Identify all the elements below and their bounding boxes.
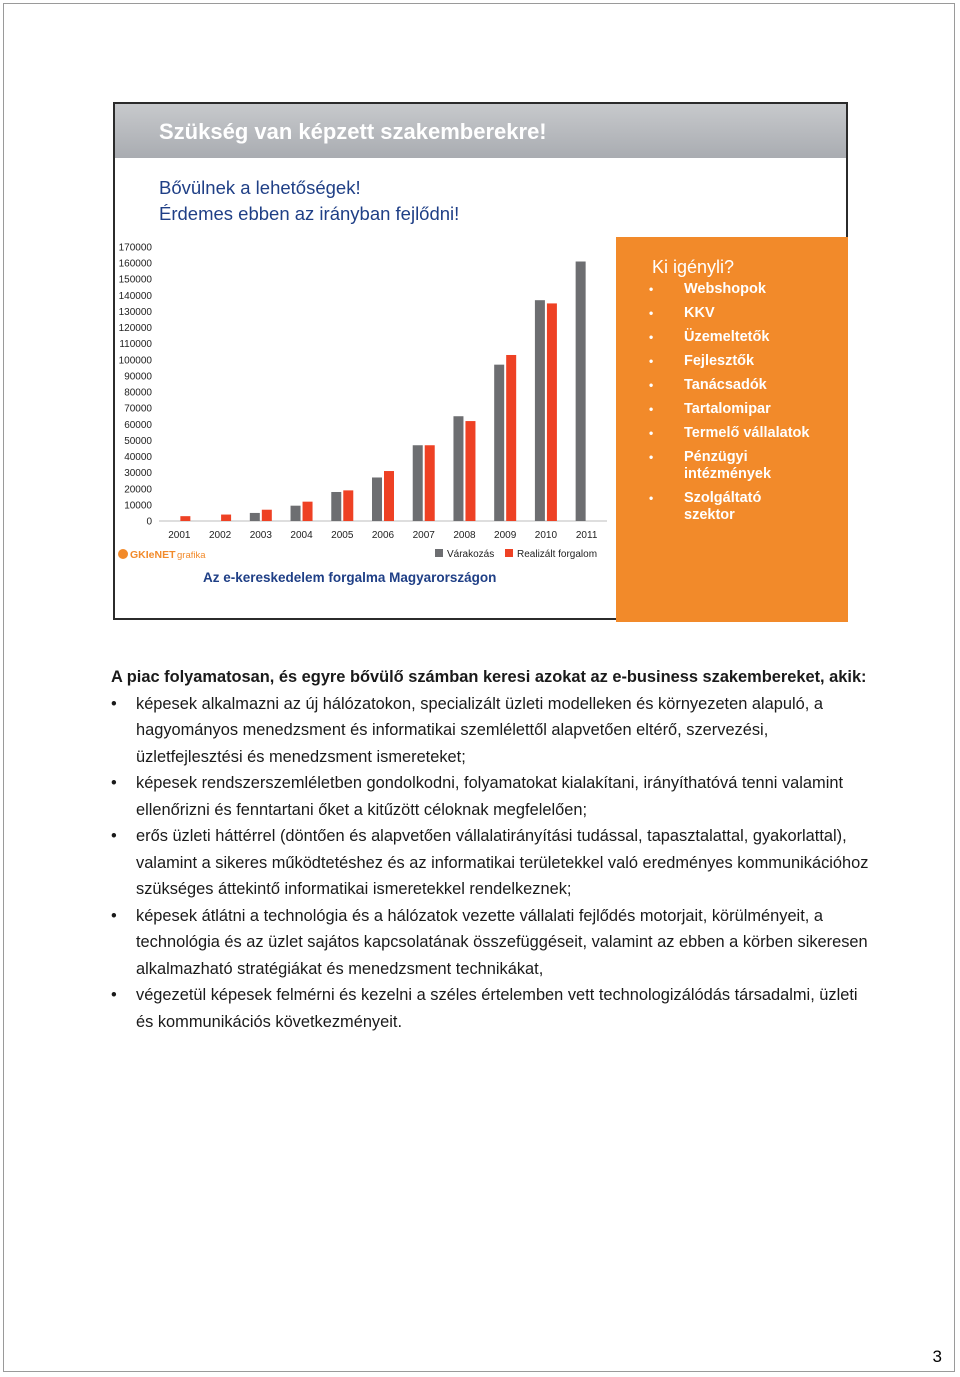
y-tick-label: 160000: [118, 258, 152, 270]
y-tick-label: 130000: [118, 306, 152, 318]
bar-realizalt: [180, 516, 190, 521]
panel-item: • Termelő vállalatok: [646, 425, 814, 442]
requirement-item: • képesek átlátni a technológia és a hálózatok vezette vállalati fejlődés motorjait, körülményeit, a technológia és az üzlet sajátos kapcsolatának összefüggéseit, valamint az ebben a körben sikeresen alkalmazható stratégiákat és menedzsment technikákat,: [111, 903, 871, 983]
bar-realizalt: [506, 355, 516, 521]
panel-item: • Szolgáltató szektor: [646, 490, 814, 524]
slide-header: [115, 104, 846, 158]
y-tick-label: 120000: [118, 323, 152, 335]
x-tick-label: 2002: [208, 530, 232, 541]
y-tick-label: 30000: [124, 468, 152, 480]
bar-varakozas: [372, 477, 382, 521]
panel-item: • KKV: [646, 305, 814, 322]
logo-text: GKIeNET: [130, 549, 176, 561]
panel-item: • Pénzügyi intézmények: [646, 449, 814, 483]
legend-swatch: [505, 549, 513, 557]
bar-realizalt: [547, 303, 557, 521]
y-tick-label: 10000: [124, 500, 152, 512]
y-tick-label: 60000: [124, 419, 152, 431]
x-tick-label: 2004: [290, 530, 313, 541]
legend-label: Várakozás: [447, 549, 495, 560]
bar-varakozas: [535, 300, 545, 521]
bar-varakozas: [576, 262, 586, 521]
bar-varakozas: [331, 492, 341, 521]
requirement-item: • képesek alkalmazni az új hálózatokon, specializált üzleti modelleken és környezeten alapuló, a hagyományos menedzsment és informatikai szemlélettől alapvetően eltérő, szervezési, üzletfejlesztési és menedzsment ismereteket;: [111, 691, 871, 771]
y-tick-label: 140000: [118, 290, 152, 302]
bar-realizalt: [425, 445, 435, 521]
y-tick-label: 0: [146, 516, 152, 528]
x-tick-label: 2008: [453, 530, 476, 541]
panel-item: • Üzemeltetők: [646, 329, 814, 346]
bar-varakozas: [291, 506, 301, 521]
bar-realizalt: [384, 471, 394, 521]
panel-item: • Tartalomipar: [646, 401, 814, 418]
x-tick-label: 2010: [534, 530, 558, 541]
bar-realizalt: [262, 510, 272, 521]
legend-label: Realizált forgalom: [517, 549, 598, 560]
slide-title: Szükség van képzett szakemberekre!: [159, 119, 547, 144]
bar-realizalt: [303, 502, 313, 521]
slide: [113, 102, 848, 620]
y-tick-label: 90000: [124, 371, 152, 383]
y-tick-label: 110000: [119, 339, 152, 351]
x-tick-label: 2001: [168, 530, 191, 541]
y-tick-label: 40000: [124, 452, 152, 464]
logo-suffix: grafika: [177, 550, 206, 561]
slide-subtitle-line2: Érdemes ebben az irányban fejlődni!: [159, 203, 460, 224]
bar-realizalt: [221, 515, 231, 521]
logo-icon: [118, 549, 128, 559]
requirement-item: • végezetül képesek felmérni és kezelni a széles értelemben vett technologizálódás társadalmi, üzleti és kommunikációs következményeit.: [111, 982, 871, 1035]
bar-varakozas: [494, 365, 504, 521]
panel-list: [646, 281, 814, 531]
intro-paragraph: A piac folyamatosan, és egyre bővülő számban keresi azokat az e-business szakembereket, akik:: [111, 668, 867, 686]
y-tick-label: 100000: [118, 355, 152, 367]
panel-item: • Tanácsadók: [646, 377, 814, 394]
bar-realizalt: [465, 421, 475, 521]
bar-chart: [115, 237, 616, 561]
y-tick-label: 70000: [124, 403, 152, 415]
x-tick-label: 2009: [494, 530, 517, 541]
requirement-item: • erős üzleti háttérrel (döntően és alapvetően vállalatirányítási tudással, tapasztalattal, gyakorlattal), valamint a sikeres működtetéshez és az informatikai területekkel való eredményes kommunikációhoz szükséges áttekintő informatikai ismeretekkel rendelkeznek;: [111, 823, 871, 903]
body-text: [111, 664, 871, 1035]
y-tick-label: 50000: [124, 435, 152, 447]
page-number: 3: [932, 1347, 942, 1366]
requirements-list: [111, 691, 871, 1036]
requirement-item: • képesek rendszerszemléletben gondolkodni, folyamatokat kialakítani, irányíthatóvá tenni valamint ellenőrizni és fenntartani őket a kitűzött céloknak megfelelően;: [111, 770, 871, 823]
panel-item: • Webshopok: [646, 281, 814, 298]
legend-swatch: [435, 549, 443, 557]
x-tick-label: 2003: [249, 530, 272, 541]
x-tick-label: 2011: [575, 530, 598, 541]
y-tick-label: 170000: [118, 242, 152, 254]
y-tick-label: 80000: [124, 387, 152, 399]
x-tick-label: 2006: [371, 530, 395, 541]
panel-item: • Fejlesztők: [646, 353, 814, 370]
panel-title: Ki igényli?: [652, 257, 735, 277]
x-tick-label: 2005: [331, 530, 354, 541]
bar-realizalt: [343, 490, 353, 521]
chart-caption: Az e-kereskedelem forgalma Magyarországon: [203, 570, 497, 585]
bar-varakozas: [250, 513, 260, 521]
slide-subtitle-line1: Bővülnek a lehetőségek!: [159, 177, 361, 198]
x-tick-label: 2007: [412, 530, 435, 541]
y-tick-label: 150000: [118, 274, 152, 286]
bar-varakozas: [453, 416, 463, 521]
target-audience-panel: [616, 237, 848, 622]
bar-varakozas: [413, 445, 423, 521]
y-tick-label: 20000: [124, 484, 152, 496]
